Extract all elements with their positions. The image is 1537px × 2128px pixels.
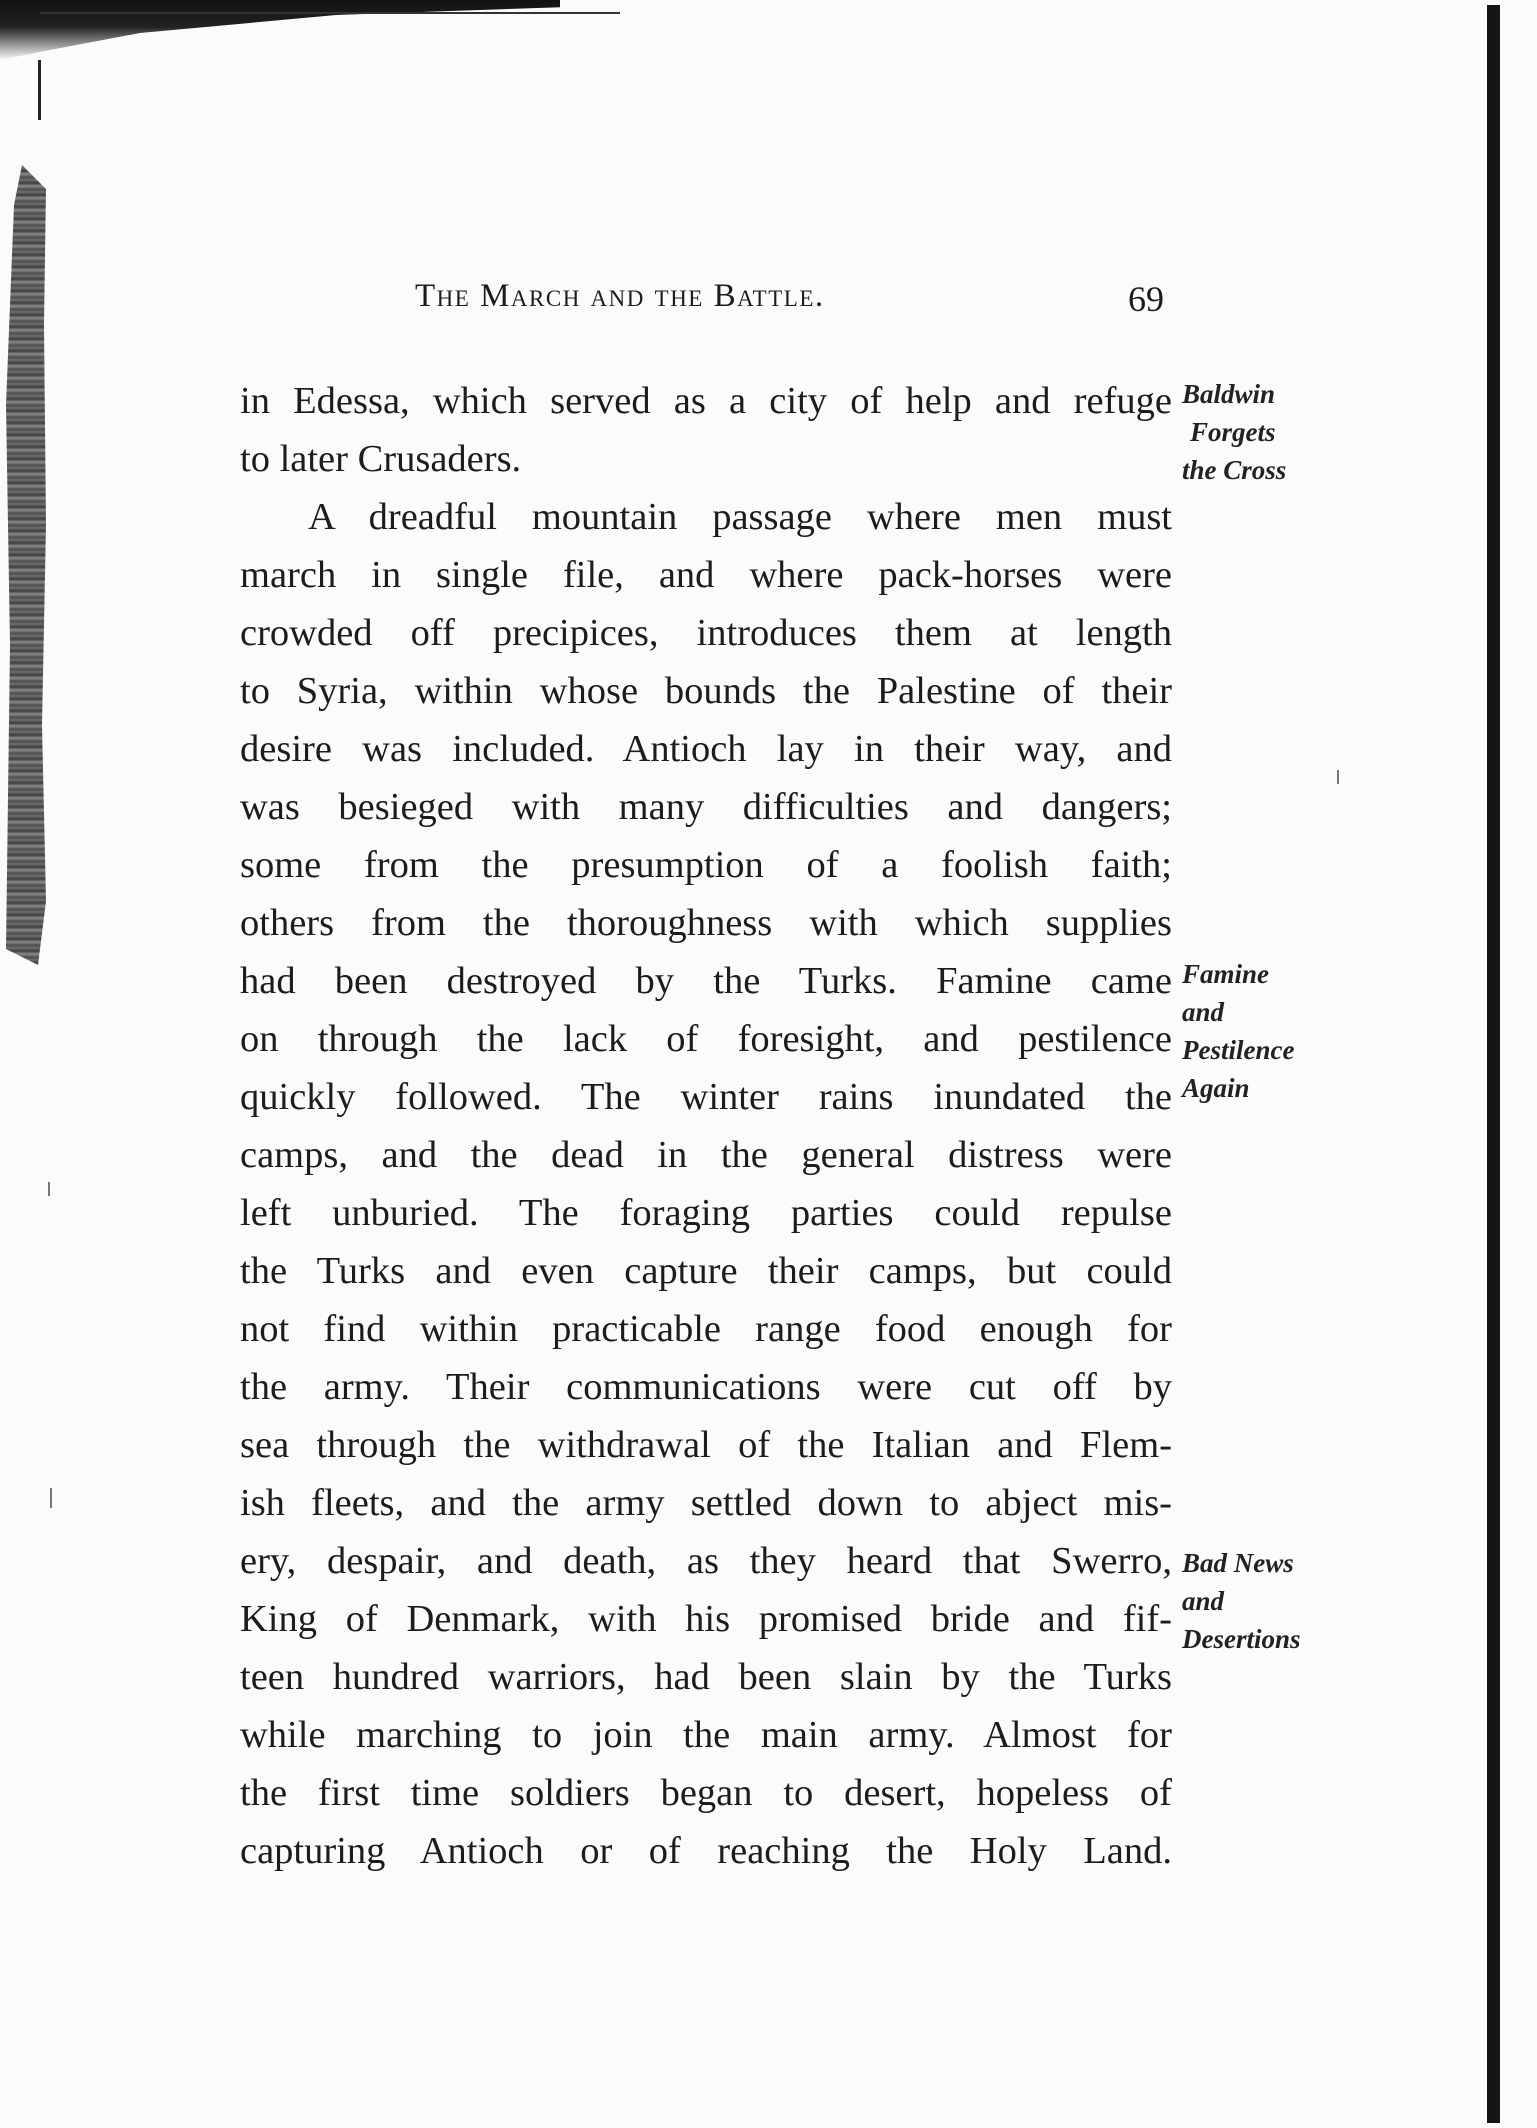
scan-line-top: [40, 12, 620, 14]
sidenote-line: Bad News: [1182, 1548, 1294, 1578]
text-line: to Syria, within whose bounds the Palestine of their: [240, 670, 1172, 712]
page-number: 69: [1128, 279, 1164, 319]
sidenote-line: Famine: [1182, 959, 1270, 989]
text-line: to later Crusaders.: [240, 438, 522, 480]
text-line: crowded off precipices, introduces them at length: [240, 612, 1172, 654]
scan-shadow-left-edge: [6, 165, 46, 965]
running-head-title: The March and the Battle.: [415, 278, 825, 314]
sidenote-line: the Cross: [1182, 455, 1287, 485]
sidenote-famine-and-pestilence-again: [1182, 955, 1294, 1107]
text-line: desire was included. Antioch lay in their way, and: [240, 728, 1172, 770]
text-line: while marching to join the main army. Almost for: [240, 1714, 1172, 1756]
scan-speck: [1337, 770, 1339, 784]
text-line: ery, despair, and death, as they heard that Swerro,: [240, 1540, 1172, 1582]
text-line: the army. Their communications were cut off by: [240, 1366, 1172, 1408]
text-line: ish fleets, and the army settled down to abject mis-: [240, 1482, 1172, 1524]
sidenote-line: Forgets: [1190, 417, 1276, 447]
text-line: the Turks and even capture their camps, but could: [240, 1250, 1172, 1292]
text-line: teen hundred warriors, had been slain by the Turks: [240, 1656, 1172, 1698]
sidenote-line: Pestilence: [1182, 1035, 1295, 1065]
text-line: camps, and the dead in the general distress were: [240, 1134, 1172, 1176]
text-line: in Edessa, which served as a city of help and refuge: [240, 380, 1172, 422]
text-line: on through the lack of foresight, and pestilence: [240, 1018, 1172, 1060]
text-line: A dreadful mountain passage where men must: [308, 496, 1172, 538]
text-line: march in single file, and where pack-horses were: [240, 554, 1172, 596]
text-line: others from the thoroughness with which supplies: [240, 902, 1172, 944]
text-line: quickly followed. The winter rains inundated the: [240, 1076, 1172, 1118]
text-line: had been destroyed by the Turks. Famine came: [240, 960, 1172, 1002]
scan-corner-mark: [38, 60, 41, 120]
sidenote-line: Again: [1182, 1073, 1250, 1103]
sidenote-line: and: [1182, 1586, 1225, 1616]
sidenote-line: Desertions: [1182, 1624, 1301, 1654]
text-line: was besieged with many difficulties and dangers;: [240, 786, 1172, 828]
sidenote-line: and: [1182, 997, 1225, 1027]
text-line: capturing Antioch or of reaching the Holy Land.: [240, 1830, 1172, 1872]
text-line: left unburied. The foraging parties could repulse: [240, 1192, 1172, 1234]
scan-speck: [50, 1488, 52, 1508]
text-line: the first time soldiers began to desert, hopeless of: [240, 1772, 1172, 1814]
text-line: not find within practicable range food enough for: [240, 1308, 1172, 1350]
text-line: King of Denmark, with his promised bride and fif-: [240, 1598, 1172, 1640]
text-line: some from the presumption of a foolish faith;: [240, 844, 1172, 886]
text-line: sea through the withdrawal of the Italian and Flem-: [240, 1424, 1172, 1466]
scan-speck: [48, 1182, 50, 1196]
scan-shadow-top: [0, 0, 560, 60]
sidenote-bad-news-and-desertions: [1182, 1544, 1301, 1658]
sidenote-line: Baldwin: [1182, 379, 1276, 409]
scan-shadow-right-edge: [1487, 5, 1500, 2123]
sidenote-baldwin-forgets-the-cross: [1182, 375, 1286, 489]
